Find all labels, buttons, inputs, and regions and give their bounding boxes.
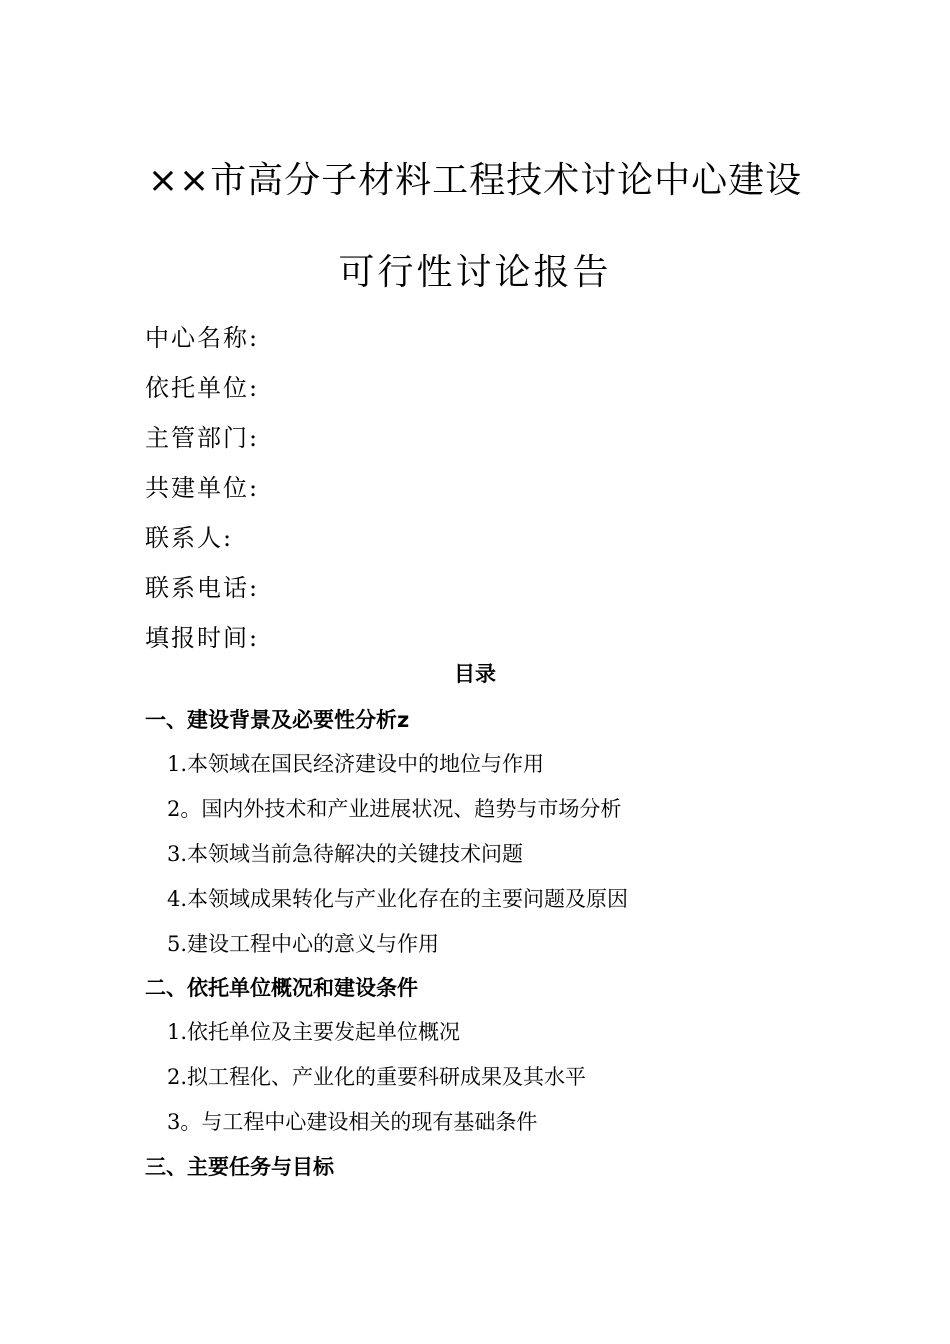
- field-supervising-department: 主管部门:: [145, 424, 260, 452]
- toc-section-2: 二、依托单位概况和建设条件: [145, 976, 418, 1000]
- toc-item: 3.本领域当前急待解决的关键技术问题: [167, 842, 524, 866]
- toc-item: 5.建设工程中心的意义与作用: [167, 932, 440, 956]
- field-contact-phone: 联系电话:: [145, 574, 260, 602]
- toc-item: 1.本领域在国民经济建设中的地位与作用: [167, 752, 545, 776]
- toc-item: 1.依托单位及主要发起单位概况: [167, 1020, 461, 1044]
- toc-item: 2.拟工程化、产业化的重要科研成果及其水平: [167, 1065, 587, 1089]
- field-center-name: 中心名称:: [145, 324, 260, 352]
- toc-heading: 目录: [454, 662, 496, 686]
- toc-section-3: 三、主要任务与目标: [145, 1155, 334, 1179]
- report-title-line-2: 可行性讨论报告: [338, 252, 612, 293]
- toc-item: 3。与工程中心建设相关的现有基础条件: [167, 1110, 538, 1134]
- toc-item: 4.本领域成果转化与产业化存在的主要问题及原因: [167, 887, 629, 911]
- field-fill-date: 填报时间:: [145, 624, 260, 652]
- field-co-building-unit: 共建单位:: [145, 474, 260, 502]
- toc-section-1: 一、建设背景及必要性分析z: [145, 708, 410, 732]
- toc-item: 2。国内外技术和产业进展状况、趋势与市场分析: [167, 797, 622, 821]
- field-contact-person: 联系人:: [145, 524, 234, 552]
- report-title-line-1: ××市高分子材料工程技术讨论中心建设: [147, 160, 803, 201]
- field-host-unit: 依托单位:: [145, 374, 260, 402]
